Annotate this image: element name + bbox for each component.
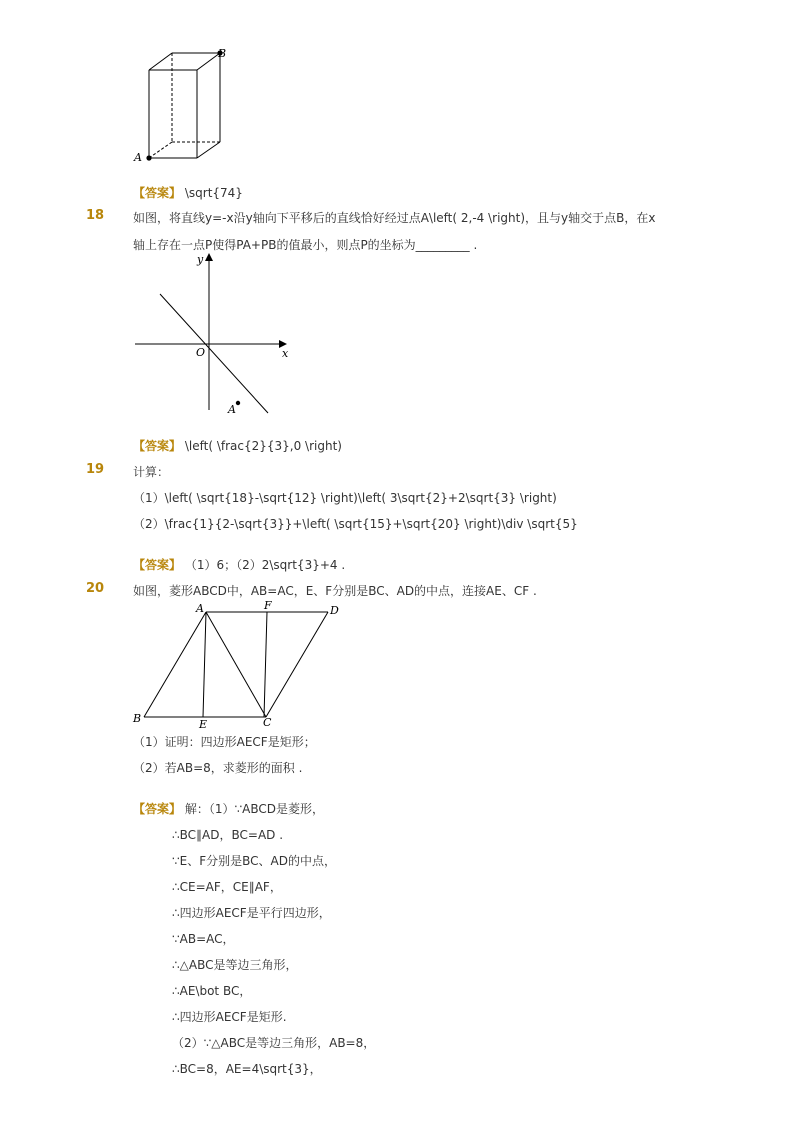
- label-c: C: [263, 716, 272, 729]
- q18-answer: [133, 437, 342, 454]
- question-part2: （2）\frac{1}{2-\sqrt{3}}+\left( \sqrt{15}+\sqrt{20} \right)\div \sqrt{5}: [133, 517, 578, 531]
- answer-label: 【答案】: [133, 558, 182, 572]
- coordinate-figure: [130, 250, 295, 420]
- label-b: B: [133, 712, 142, 725]
- q19-answer: [133, 556, 345, 573]
- q17-answer: [133, 184, 243, 201]
- x-axis-label: x: [282, 347, 289, 360]
- answer-line: ∴CE=AF，CE∥AF，: [172, 880, 282, 894]
- label-b: B: [218, 47, 227, 60]
- answer-line: ∴△ABC是等边三角形，: [172, 958, 298, 972]
- question-number: 19: [86, 462, 105, 477]
- question-text-line2: 轴上存在一点P使得PA+PB的值最小，则点P的坐标为_________ .: [133, 238, 478, 252]
- answer-text: \sqrt{74}: [184, 186, 243, 200]
- question-text-line1: 如图，将直线y=-x沿y轴向下平移后的直线恰好经过点A\left( 2,-4 \right)，且与y轴交于点B，在x: [133, 211, 656, 225]
- y-axis-label: y: [197, 253, 204, 266]
- answer-line: ∴四边形AECF是平行四边形，: [172, 906, 331, 920]
- rhombus-figure: [130, 598, 345, 733]
- answer-label: 【答案】: [133, 186, 182, 200]
- answer-line: （2）∵△ABC是等边三角形，AB=8，: [172, 1036, 376, 1050]
- question-prompt: 计算：: [133, 465, 170, 479]
- answer-text: \left( \frac{2}{3},0 \right): [184, 439, 342, 453]
- answer-line: ∴AE\bot BC，: [172, 984, 252, 998]
- q20-answer-head: [133, 800, 324, 817]
- origin-label: O: [196, 346, 206, 359]
- point-a-dot: [146, 155, 151, 160]
- label-a: A: [134, 151, 142, 164]
- cuboid-figure: [130, 45, 240, 170]
- answer-line: ∴BC=8，AE=4\sqrt{3}，: [172, 1062, 322, 1076]
- answer-label: 【答案】: [133, 439, 182, 453]
- label-a: A: [196, 602, 204, 615]
- question-part2: （2）若AB=8，求菱形的面积 .: [133, 761, 303, 775]
- answer-line: ∴四边形AECF是矩形.: [172, 1010, 287, 1024]
- question-prompt: 如图，菱形ABCD中，AB=AC，E、F分别是BC、AD的中点，连接AE、CF .: [133, 584, 537, 598]
- answer-line: ∵E、F分别是BC、AD的中点，: [172, 854, 336, 868]
- answer-label: 【答案】: [133, 802, 182, 816]
- question-number: 18: [86, 208, 105, 223]
- answer-line: ∴BC∥AD，BC=AD .: [172, 828, 284, 842]
- label-d: D: [330, 604, 339, 617]
- answer-text: （1）6；（2）2\sqrt{3}+4 .: [184, 558, 346, 572]
- question-part1: （1）证明：四边形AECF是矩形；: [133, 735, 316, 749]
- label-f: F: [264, 599, 272, 612]
- answer-line: ∵AB=AC，: [172, 932, 235, 946]
- label-a: A: [228, 403, 236, 416]
- question-part1: （1）\left( \sqrt{18}-\sqrt{12} \right)\left( 3\sqrt{2}+2\sqrt{3} \right): [133, 491, 557, 505]
- label-e: E: [199, 718, 208, 731]
- point-a-dot: [236, 401, 240, 405]
- answer-line: 解：（1）∵ABCD是菱形，: [184, 802, 324, 816]
- question-number: 20: [86, 581, 105, 596]
